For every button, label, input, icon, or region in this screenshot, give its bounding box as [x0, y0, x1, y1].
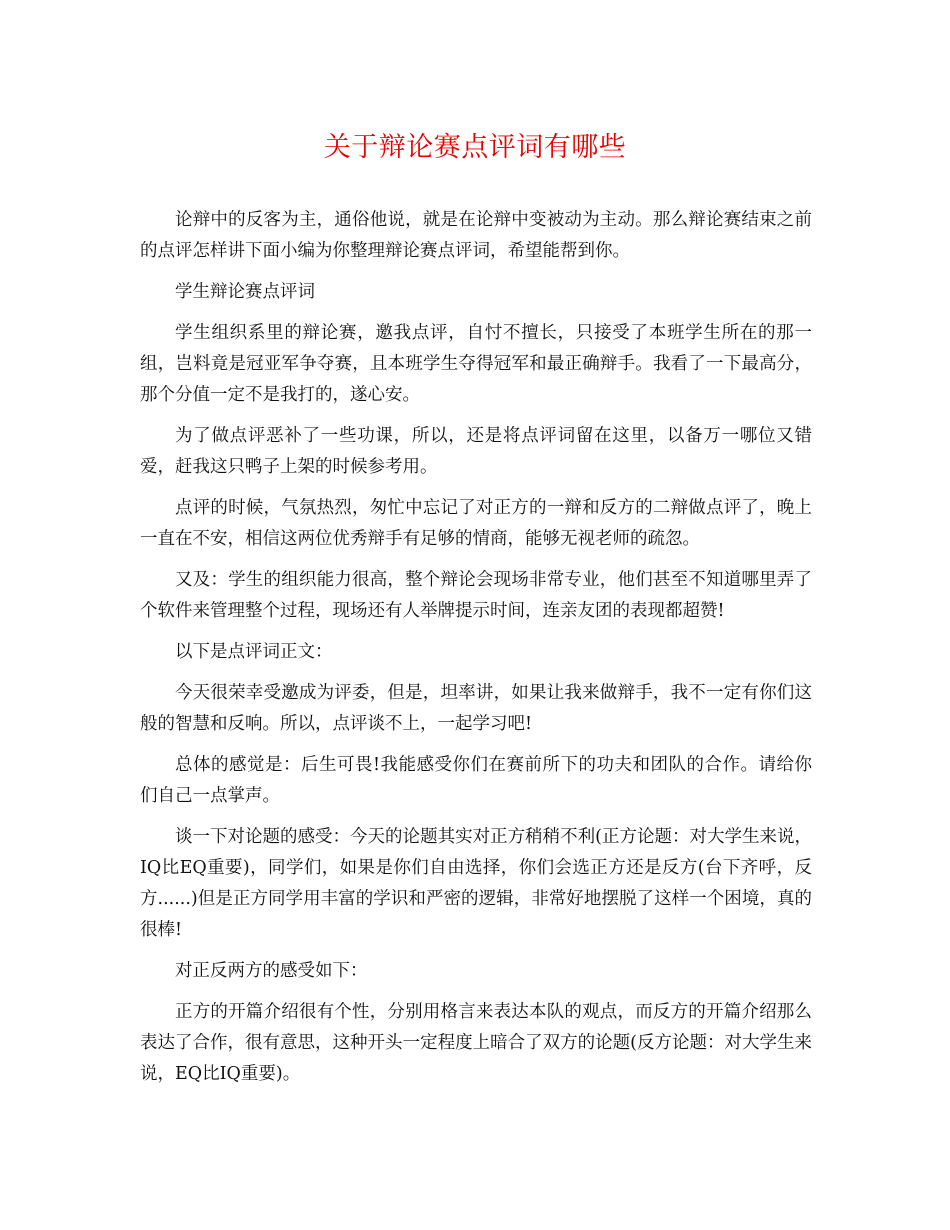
paragraph-intro: 论辩中的反客为主，通俗他说，就是在论辩中变被动为主动。那么辩论赛结束之前的点评怎样讲下面小编为你整理辩论赛点评词，希望能帮到你。: [140, 210, 812, 261]
document-body: [140, 205, 812, 1100]
paragraph: 今天很荣幸受邀成为评委，但是，坦率讲，如果让我来做辩手，我不一定有你们这般的智慧和反响。所以，点评谈不上，一起学习吧!: [140, 683, 812, 734]
paragraph: 谈一下对论题的感受：今天的论题其实对正方稍稍不利(正方论题：对大学生来说，IQ比EQ重要)，同学们，如果是你们自由选择，你们会选正方还是反方(台下齐呼，反方......)但是正方同学用丰富的学识和严密的逻辑，非常好地摆脱了这样一个困境，真的很棒!: [140, 827, 812, 940]
paragraph: 总体的感觉是：后生可畏!我能感受你们在赛前所下的功夫和团队的合作。请给你们自己一点掌声。: [140, 755, 812, 806]
section-heading: 学生辩论赛点评词: [175, 282, 315, 302]
paragraph: 点评的时候，气氛热烈，匆忙中忘记了对正方的一辩和反方的二辩做点评了，晚上一直在不安，相信这两位优秀辩手有足够的情商，能够无视老师的疏忽。: [140, 498, 812, 549]
paragraph: 为了做点评恶补了一些功课，所以，还是将点评词留在这里，以备万一哪位又错爱，赶我这只鸭子上架的时候参考用。: [140, 426, 812, 477]
paragraph: 正方的开篇介绍很有个性，分别用格言来表达本队的观点，而反方的开篇介绍那么表达了合作，很有意思，这种开头一定程度上暗合了双方的论题(反方论题：对大学生来说，EQ比IQ重要)。: [140, 1002, 812, 1084]
paragraph: 以下是点评词正文：: [175, 642, 333, 662]
paragraph: 又及：学生的组织能力很高，整个辩论会现场非常专业，他们甚至不知道哪里弄了个软件来管理整个过程，现场还有人举牌提示时间，连亲友团的表现都超赞!: [140, 570, 812, 621]
paragraph: 学生组织系里的辩论赛，邀我点评，自忖不擅长，只接受了本班学生所在的那一组，岂料竟是冠亚军争夺赛，且本班学生夺得冠军和最正确辩手。我看了一下最高分，那个分值一定不是我打的，遂心安。: [140, 323, 812, 405]
paragraph: 对正反两方的感受如下：: [175, 961, 368, 981]
page-title: 关于辩论赛点评词有哪些: [323, 132, 627, 163]
